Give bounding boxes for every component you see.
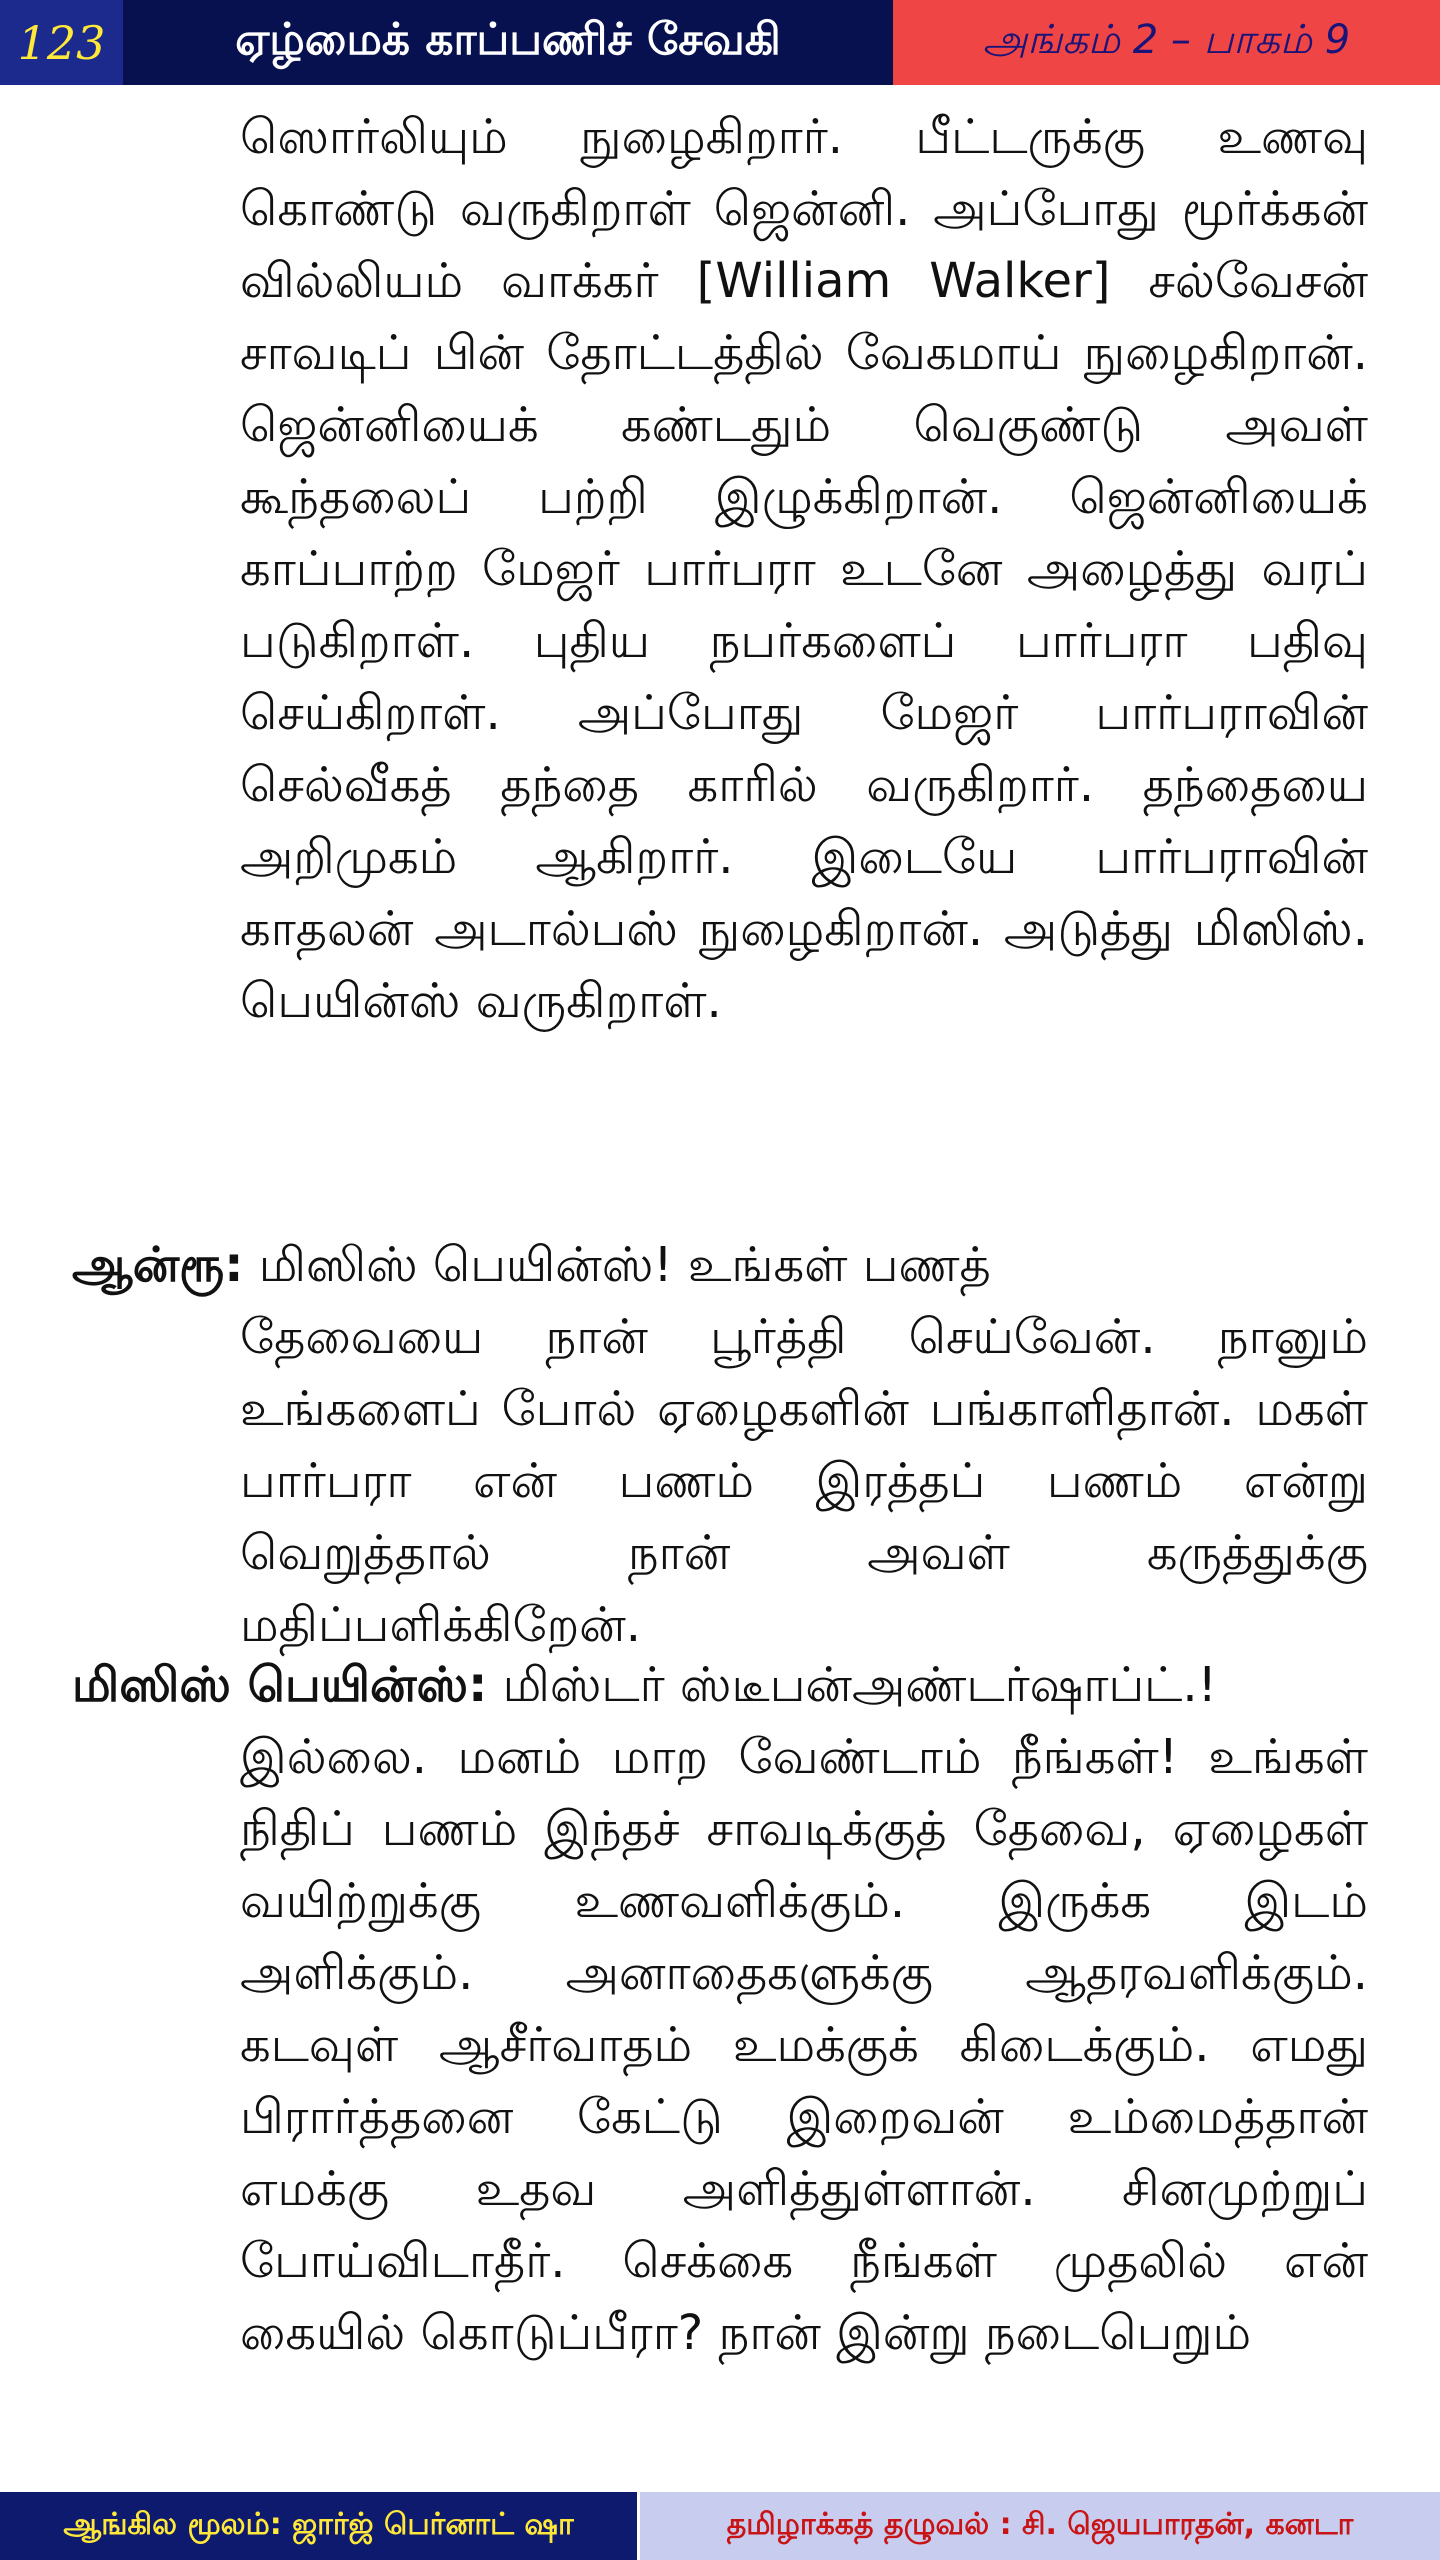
dialogue-mrs-baines: [72, 1649, 1368, 2369]
translator-credit: தமிழாக்கத் தழுவல் : சி. ஜெயபாரதன், கனடா: [640, 2492, 1440, 2560]
act-part-label: அங்கம் 2 – பாகம் 9: [893, 0, 1440, 85]
speaker-name: ஆன்ரூ:: [72, 1237, 244, 1293]
narration-paragraph: ஸொர்லியும் நுழைகிறார். பீட்டருக்கு உணவு கொண்டு வருகிறாள் ஜென்னி. அப்போது மூர்க்கன் வில்லியம் வாக்கர் [William Walker] சல்வேசன் சாவடிப் பின் தோட்டத்தில் வேகமாய் நுழைகிறான். ஜென்னியைக் கண்டதும் வெகுண்டு அவள் கூந்தலைப் பற்றி இழுக்கிறான். ஜென்னியைக் காப்பாற்ற மேஜர் பார்பரா உடனே அழைத்து வரப் படுகிறாள். புதிய நபர்களைப் பார்பரா பதிவு செய்கிறாள். அப்போது மேஜர் பார்பராவின் செல்வீகத் தந்தை காரில் வருகிறார். தந்தையை அறிமுகம் ஆகிறார். இடையே பார்பராவின் காதலன் அடால்பஸ் நுழைகிறான். அடுத்து மிஸிஸ். பெயின்ஸ் வருகிறாள்.: [240, 109, 1368, 1029]
page-content: [0, 85, 1440, 2480]
dialogue-andrew: [72, 1229, 1368, 1661]
dialogue-text: இல்லை. மனம் மாற வேண்டாம் நீங்கள்! உங்கள் நிதிப் பணம் இந்தச் சாவடிக்குத் தேவை, ஏழைகள் வயிற்றுக்கு உணவளிக்கும். இருக்க இடம் அளிக்கும். அனாதைகளுக்கு ஆதரவளிக்கும். கடவுள் ஆசீர்வாதம் உமக்குக் கிடைக்கும். எமது பிரார்த்தனை கேட்டு இறைவன் உம்மைத்தான் எமக்கு உதவ அளித்துள்ளான். சினமுற்றுப் போய்விடாதீர். செக்கை நீங்கள் முதலில் என் கையில் கொடுப்பீரா? நான் இன்று நடைபெறும்: [240, 1729, 1368, 2361]
page-number: 123: [0, 0, 123, 85]
dialogue-first-line: [72, 1229, 1368, 1301]
dialogue-text-start: மிஸ்டர் ஸ்டீபன்அண்டர்ஷாப்ட்.!: [502, 1657, 1217, 1713]
page-header: [0, 0, 1440, 85]
page-footer: [0, 2492, 1440, 2560]
dialogue-first-line: [72, 1649, 1368, 1721]
original-author: ஆங்கில மூலம்: ஜார்ஜ் பெர்னாட் ஷா: [0, 2492, 637, 2560]
speaker-name: மிஸிஸ் பெயின்ஸ்:: [72, 1657, 488, 1713]
book-title: ஏழ்மைக் காப்பணிச் சேவகி: [123, 0, 893, 85]
dialogue-text-start: மிஸிஸ் பெயின்ஸ்! உங்கள் பணத்: [258, 1237, 991, 1293]
dialogue-text: தேவையை நான் பூர்த்தி செய்வேன். நானும் உங்களைப் போல் ஏழைகளின் பங்காளிதான். மகள் பார்பரா என் பணம் இரத்தப் பணம் என்று வெறுத்தால் நான் அவள் கருத்துக்கு மதிப்பளிக்கிறேன்.: [240, 1309, 1368, 1653]
